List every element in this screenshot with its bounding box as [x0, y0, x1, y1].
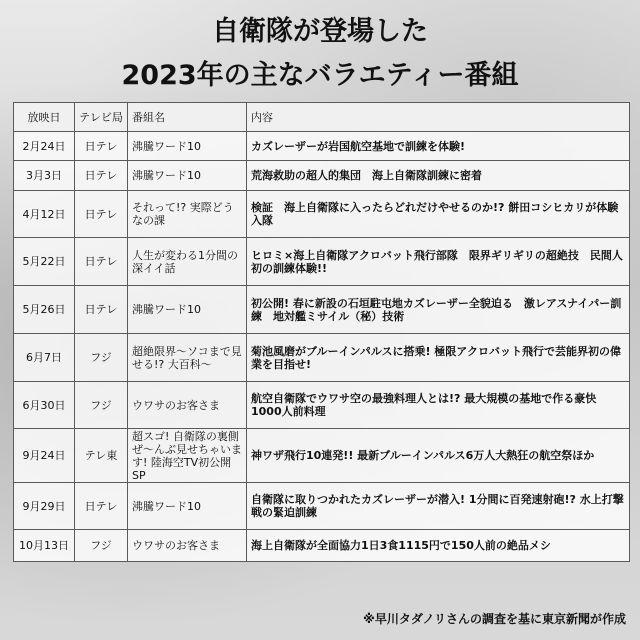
cell-program: ウワサのお客さま [128, 382, 247, 429]
cell-program: 人生が変わる1分間の深イイ話 [128, 238, 247, 286]
cell-content: 荒海救助の超人的集団 海上自衛隊訓練に密着 [247, 161, 630, 191]
cell-content: カズレーザーが岩国航空基地で訓練を体験! [247, 132, 630, 161]
header-content: 内容 [247, 103, 630, 132]
cell-program: 沸騰ワード10 [128, 161, 247, 191]
header-date: 放映日 [14, 103, 75, 132]
cell-content: 菊池風磨がブルーインパルスに搭乗! 極限アクロバット飛行で芸能界初の偉業を目指せ! [247, 334, 630, 382]
table-row [14, 191, 630, 238]
cell-content: 自衛隊に取りつかれたカズレーザーが潜入! 1分間に百発速射砲!? 水上打撃戦の緊迫訓練 [247, 483, 630, 530]
cell-date: 10月13日 [14, 530, 75, 562]
cell-station: テレ東 [75, 429, 128, 483]
cell-content: ヒロミ×海上自衛隊アクロバット飛行部隊 限界ギリギリの超絶技 民間人初の訓練体験!! [247, 238, 630, 286]
cell-program: それって!? 実際どうなの課 [128, 191, 247, 238]
title-line-1: 自衛隊が登場した [212, 16, 428, 47]
program-table [13, 102, 630, 562]
cell-content: 海上自衛隊が全面協力1日3食1115円で150人前の絶品メシ [247, 530, 630, 562]
table-row [14, 483, 630, 530]
cell-program: 沸騰ワード10 [128, 483, 247, 530]
table-row [14, 429, 630, 483]
cell-station: 日テレ [75, 132, 128, 161]
table-header-row [14, 103, 630, 132]
title-line-2: 2023年の主なバラエティー番組 [121, 60, 519, 91]
table-row [14, 286, 630, 334]
cell-program: 超絶限界〜ソコまで見せる!? 大百科〜 [128, 334, 247, 382]
cell-content: 航空自衛隊でウワサ空の最強料理人とは!? 最大規模の基地で作る豪快1000人前料理 [247, 382, 630, 429]
cell-station: フジ [75, 530, 128, 562]
table-row [14, 238, 630, 286]
cell-date: 4月12日 [14, 191, 75, 238]
table-row [14, 382, 630, 429]
cell-date: 2月24日 [14, 132, 75, 161]
cell-content: 検証 海上自衛隊に入ったらどれだけやせるのか!? 餅田コシヒカリが体験入隊 [247, 191, 630, 238]
cell-date: 9月29日 [14, 483, 75, 530]
cell-content: 初公開! 春に新設の石垣駐屯地カズレーザー全貌迫る 激レアスナイパー訓練 地対艦ミサイル（秘）技術 [247, 286, 630, 334]
cell-date: 6月30日 [14, 382, 75, 429]
cell-date: 5月26日 [14, 286, 75, 334]
cell-station: 日テレ [75, 238, 128, 286]
table-row [14, 132, 630, 161]
cell-program: ウワサのお客さま [128, 530, 247, 562]
cell-station: 日テレ [75, 286, 128, 334]
header-program: 番組名 [128, 103, 247, 132]
cell-program: 沸騰ワード10 [128, 286, 247, 334]
table-row [14, 161, 630, 191]
cell-station: 日テレ [75, 161, 128, 191]
cell-date: 9月24日 [14, 429, 75, 483]
page-title [0, 10, 640, 98]
table-row [14, 334, 630, 382]
cell-date: 3月3日 [14, 161, 75, 191]
cell-program: 超スゴ! 自衛隊の裏側ぜ〜んぶ見せちゃいます! 陸海空TV初公開SP [128, 429, 247, 483]
cell-station: 日テレ [75, 483, 128, 530]
cell-station: 日テレ [75, 191, 128, 238]
cell-content: 神ワザ飛行10連発!! 最新ブルーインパルス6万人大熱狂の航空祭ほか [247, 429, 630, 483]
cell-program: 沸騰ワード10 [128, 132, 247, 161]
cell-date: 5月22日 [14, 238, 75, 286]
header-station: テレビ局 [75, 103, 128, 132]
source-note: ※早川タダノリさんの調査を基に東京新聞が作成 [363, 612, 626, 626]
cell-date: 6月7日 [14, 334, 75, 382]
table-row [14, 530, 630, 562]
cell-station: フジ [75, 382, 128, 429]
cell-station: フジ [75, 334, 128, 382]
